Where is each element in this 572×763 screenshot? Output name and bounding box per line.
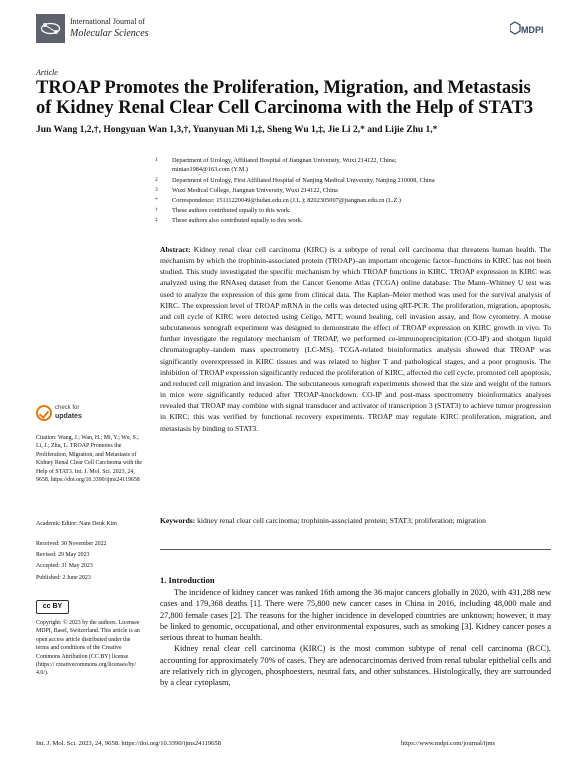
page-title: TROAP Promotes the Proliferation, Migration, and Metastasis of Kidney Renal Clear Cell Carcinoma with the Help of STAT3 [36, 78, 534, 118]
published-date: Published: 2 June 2023 [36, 575, 91, 581]
journal-name-line2: Molecular Sciences [70, 28, 149, 39]
section-body [160, 587, 551, 689]
citation: Citation: Wang, J.; Wan, H.; Mi, Y.; Wu, S.; Li, J.; Zhu, L. TROAP Promotes the Proliferation, Migration, and Metastasis of Kidney Renal Clear Cell Carcinoma with the Help of STAT3. Int. J. Mol. Sci. 2023, 24, 9658. https://doi.org/10.3390/ijms24119658 [36, 435, 143, 484]
author-list: Jun Wang 1,2,†, Hongyuan Wan 1,3,†, Yuanyuan Mi 1,‡, Sheng Wu 1,‡, Jie Li 2,* and Lijie Zhu 1,* [36, 125, 438, 135]
keywords-label: Keywords: [160, 516, 196, 525]
mdpi-logo: MDPI [510, 20, 548, 42]
footer-journal-link[interactable]: https://www.mdpi.com/journal/ijms [401, 740, 496, 747]
check-icon [36, 405, 52, 421]
check-label-bottom: updates [55, 413, 82, 420]
journal-name-line1: International Journal of [70, 17, 146, 26]
check-for-updates-button[interactable] [36, 403, 86, 429]
check-label-top: check for [55, 405, 80, 411]
accepted-date: Accepted: 31 May 2023 [36, 563, 93, 569]
copyright: Copyright: © 2023 by the authors. Licensee MDPI, Basel, Switzerland. This article is an open access article distributed under the terms and conditions of the Creative Commons Attribution (CC BY) license (https:// creativecommons.org/licenses/by/ 4.0/). [36, 620, 140, 677]
article-type: Article [36, 68, 58, 77]
revised-date: Revised: 29 May 2023 [36, 552, 90, 558]
keywords-text: kidney renal clear cell carcinoma; trophinin-associated protein; STAT3; proliferation; migration [197, 516, 486, 525]
abstract-label: Abstract: [160, 245, 191, 254]
section-heading: 1. Introduction [160, 575, 215, 585]
keywords [160, 515, 551, 526]
academic-editor: Academic Editor: Nam Deuk Kim [36, 521, 117, 527]
received-date: Received: 30 November 2022 [36, 541, 107, 547]
journal-logo [36, 14, 65, 43]
abstract [160, 244, 551, 434]
paragraph: Kidney renal clear cell carcinoma (KIRC) is the most common subtype of renal cell carcinoma (RCC), accounting for approximately 70% of cases. They are adenocarcinomas derived from renal tubular epithelial cells and are relatively rich in glycogen, phosphoesters, neutral fats, and other substances. Histologically, they are surrounded by a clear cytoplasm, [160, 644, 551, 688]
divider [160, 549, 551, 550]
abstract-text: Kidney renal clear cell carcinoma (KIRC) is a subtype of renal cell carcinoma that threatens human health. The mechanism by which the trophinin-associated protein (TROAP)–an important oncogenic factor–functions in KIRC has not been studied. This study investigated the specific mechanism by which TROAP functions in KIRC. TROAP expression in KIRC was analyzed using the RNAseq dataset from the Cancer Genome Atlas (TCGA) online database. The Mann–Whitney U test was used to analyze the expression of this gene from clinical data. The Kaplan–Meier method was used for the survival analysis of KIRC. The expression level of TROAP mRNA in the cells was detected using qRT-PCR. The proliferation, migration, apoptosis, and cell cycle of KIRC were detected using Celigo, MTT, wound healing, cell invasion assay, and flow cytometry. A mouse subcutaneous xenograft experiment was designed to demonstrate the effect of TROAP expression on KIRC growth in vivo. To further investigate the regulatory mechanism of TROAP, we performed co-immunoprecipitation (CO-IP) and shotgun liquid chromatography–tandem mass spectrometry (LC-MS). TCGA-related bioinformatics analysis showed that TROAP was significantly overexpressed in KIRC tissues and was related to higher T and pathological stages, and a poor prognosis. The inhibition of TROAP expression significantly reduced the proliferation of KIRC, affected the cell cycle, promoted cell apoptosis, and reduced cell migration and invasion. The subcutaneous xenograft experiments showed that the size and weight of the tumors in mice were significantly reduced after TROAP-knockdown. CO-IP and post-mass spectrometry bioinformatics analyses revealed that TROAP may combine with signal transducer and activator of transcription 3 (STAT3) to achieve tumor progression in KIRC; this was verified by functional recovery experiments. TROAP may regulate KIRC proliferation, migration, and metastasis by binding to STAT3. [160, 245, 551, 433]
cc-icon: cc BY [36, 600, 69, 614]
cc-by-license-badge[interactable] [36, 600, 69, 614]
footer-citation[interactable]: Int. J. Mol. Sci. 2023, 24, 9658. https://doi.org/10.3390/ijms24119658 [36, 740, 222, 747]
paragraph: The incidence of kidney cancer was ranked 16th among the 36 major cancers globally in 2020, with 431,288 new cases and 179,368 deaths [1]. There were 75,800 new cancer cases in China in 2016, including 48,000 male and 27,800 female cases [2]. The reasons for the higher incidence in developed countries are unknown; however, it may be linked to genomic, occupational, and other environmental exposures, such as smoking [3]. Kidney cancer poses a serious threat to human health. [160, 588, 551, 643]
